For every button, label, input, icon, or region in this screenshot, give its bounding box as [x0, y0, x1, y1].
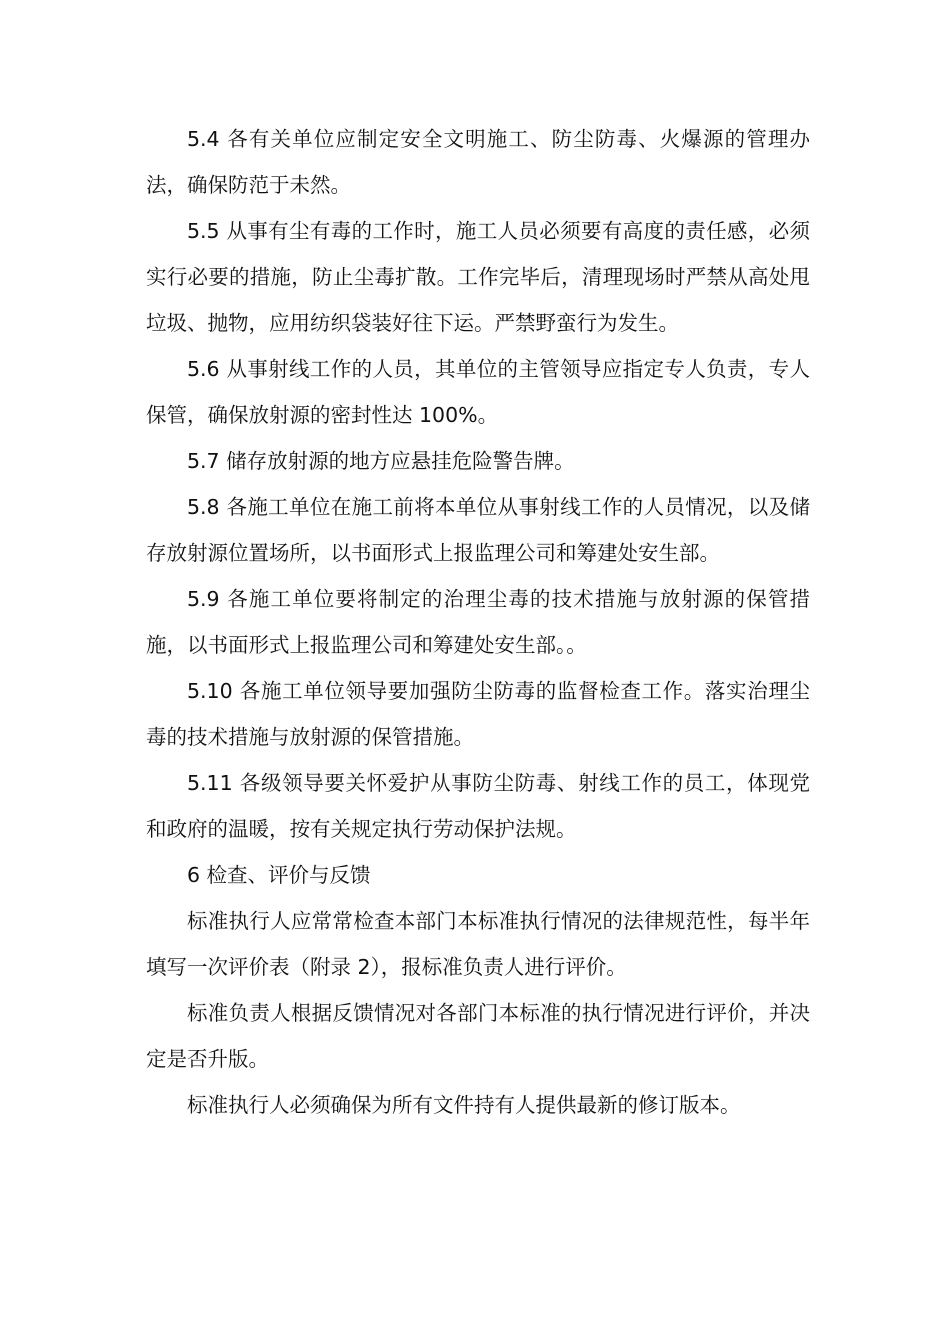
paragraph-5-5: 5.5 从事有尘有毒的工作时，施工人员必须要有高度的责任感，必须实行必要的措施，防止尘毒扩散。工作完毕后，清理现场时严禁从高处甩垃圾、抛物，应用纺织袋装好往下运。严禁野蛮行为发生。 [146, 219, 810, 335]
section-heading-6: 6 检查、评价与反馈 [187, 863, 371, 887]
paragraph-5-4: 5.4 各有关单位应制定安全文明施工、防尘防毒、火爆源的管理办法，确保防范于未然。 [146, 127, 810, 197]
paragraph-5-9: 5.9 各施工单位要将制定的治理尘毒的技术措施与放射源的保管措施，以书面形式上报监理公司和筹建处安生部。。 [146, 587, 810, 657]
paragraph-5-6: 5.6 从事射线工作的人员，其单位的主管领导应指定专人负责，专人保管，确保放射源的密封性达 100%。 [146, 357, 810, 427]
document-body [146, 116, 810, 1128]
paragraph-6-1: 标准执行人应常常检查本部门本标准执行情况的法律规范性，每半年填写一次评价表（附录 2），报标准负责人进行评价。 [146, 909, 810, 979]
paragraph-5-8: 5.8 各施工单位在施工前将本单位从事射线工作的人员情况，以及储存放射源位置场所，以书面形式上报监理公司和筹建处安生部。 [146, 495, 810, 565]
paragraph-5-11: 5.11 各级领导要关怀爱护从事防尘防毒、射线工作的员工，体现党和政府的温暖，按有关规定执行劳动保护法规。 [146, 771, 810, 841]
paragraph-5-10: 5.10 各施工单位领导要加强防尘防毒的监督检查工作。落实治理尘毒的技术措施与放射源的保管措施。 [146, 679, 810, 749]
paragraph-6-2: 标准负责人根据反馈情况对各部门本标准的执行情况进行评价，并决定是否升版。 [146, 1001, 810, 1071]
paragraph-5-7: 5.7 储存放射源的地方应悬挂危险警告牌。 [187, 449, 575, 473]
paragraph-6-3: 标准执行人必须确保为所有文件持有人提供最新的修订版本。 [187, 1093, 741, 1117]
